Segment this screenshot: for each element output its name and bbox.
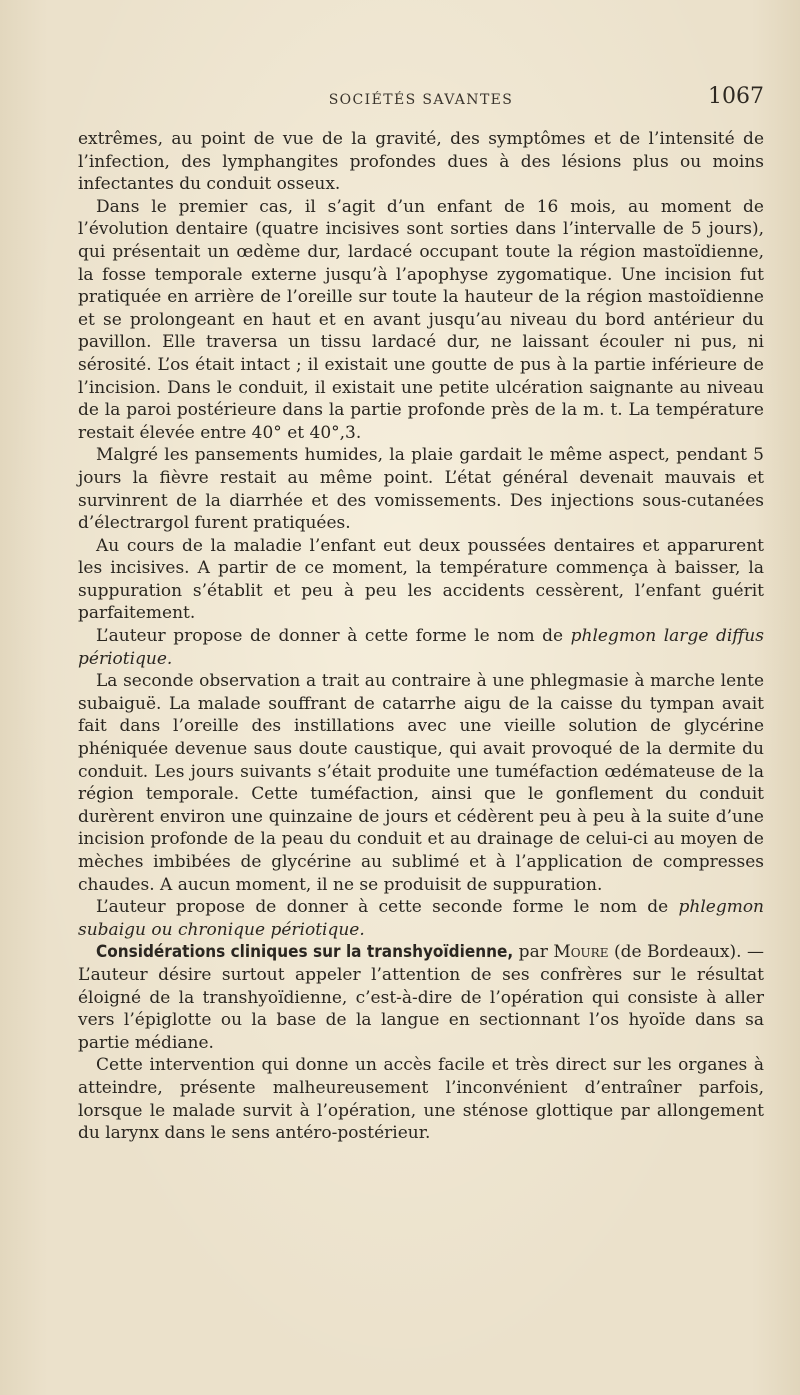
section-opening-paragraph	[78, 941, 764, 1054]
paragraph-first-case: Dans le premier cas, il s’agit d’un enfant de 16 mois, au moment de l’évolution dentaire (quatre incisives sont sorties dans l’intervalle de 5 jours), qui présentait un œdème dur, lardacé occupant toute la région mastoïdienne, la fosse temporale externe jusqu’à l’apophyse zygomatique. Une incision fut pratiquée en arrière de l’oreille sur toute la hauteur de la région mastoïdienne et se prolongeant en haut et en avant jusqu’au niveau du bord antérieur du pavillon. Elle traversa un tissu lardacé dur, ne laissant écouler ni pus, ni sérosité. L’os était intact ; il existait une goutte de pus à la partie inférieure de l’incision. Dans le conduit, il existait une petite ulcération saignante au niveau de la paroi postérieure dans la partie profonde près de la m. t. La température restait élevée entre 40° et 40°,3.	[78, 196, 764, 443]
paragraph-second-case: La seconde observation a trait au contraire à une phlegmasie à marche lente subaiguë. La malade souffrant de catarrhe aigu de la caisse du tympan avait fait dans l’oreille des instillations avec une vieille solution de glycérine phéniquée devenue saus doute caustique, qui avait provoqué de la dermite du conduit. Les jours suivants s’était produite une tuméfaction œdémateuse de la région temporale. Cette tuméfaction, ainsi que le gonflement du conduit durèrent environ une quinzaine de jours et cédèrent peu à peu à la suite d’une incision profonde de la peau du conduit et au drainage de celui-ci au moyen de mèches imbibées de glycérine au sublimé et à l’application de compresses chaudes. A aucun moment, il ne se produisit de suppuration.	[78, 671, 764, 895]
section-title: Considérations cliniques sur la transhyoïdienne,	[96, 942, 514, 963]
first-form-text: L’auteur propose de donner à cette forme le nom de	[96, 626, 571, 647]
body-text	[78, 128, 764, 1145]
section-affiliation: (de Bordeaux). —	[608, 942, 764, 963]
paragraph-recovery: Au cours de la maladie l’enfant eut deux poussées dentaires et apparurent les incisives. A partir de ce moment, la température commença à baisser, la suppuration s’établit et peu à peu les accidents cessèrent, l’enfant guérit parfaitement.	[78, 535, 764, 624]
running-head: SOCIÉTÉS SAVANTES	[328, 92, 514, 108]
section-author: Moure	[553, 942, 609, 963]
paragraph-treatment: Malgré les pansements humides, la plaie gardait le même aspect, pendant 5 jours la fièvre restait au même point. L’état général devenait mauvais et survinrent de la diarrhée et des vomissements. Des injections sous-cutanées d’électrargol furent pratiquées.	[78, 445, 764, 534]
paragraph-intervention: Cette intervention qui donne un accès facile et très direct sur les organes à atteindre, présente malheureusement l’inconvénient d’entraîner parfois, lorsque le malade survit à l’opération, une sténose glottique par allongement du larynx dans le sens antéro-postérieur.	[78, 1055, 764, 1144]
page-number: 1067	[708, 84, 764, 109]
second-form-text: L’auteur propose de donner à cette seconde forme le nom de	[96, 897, 679, 918]
paragraph-second-form-name	[78, 896, 764, 941]
section-intro-text: L’auteur désire surtout appeler l’attention de ses confrères sur le résultat éloigné de la transhyoïdienne, c’est-à-dire de l’opération qui consiste à aller vers l’épiglotte ou la base de la langue en sectionnant l’os hyoïde dans sa partie médiane.	[78, 964, 764, 1053]
paragraph-first-form-name	[78, 625, 764, 670]
page-header	[78, 84, 764, 114]
second-form-term: phlegmon subaigu ou chronique périotique.	[78, 897, 764, 940]
first-form-term: phlegmon large diffus périotique.	[78, 626, 764, 669]
section-by: par	[513, 942, 554, 963]
paragraph-continuation: extrêmes, au point de vue de la gravité, des symptômes et de l’intensité de l’infection, des lymphangites profondes dues à des lésions plus ou moins infectantes du conduit osseux.	[78, 129, 764, 195]
